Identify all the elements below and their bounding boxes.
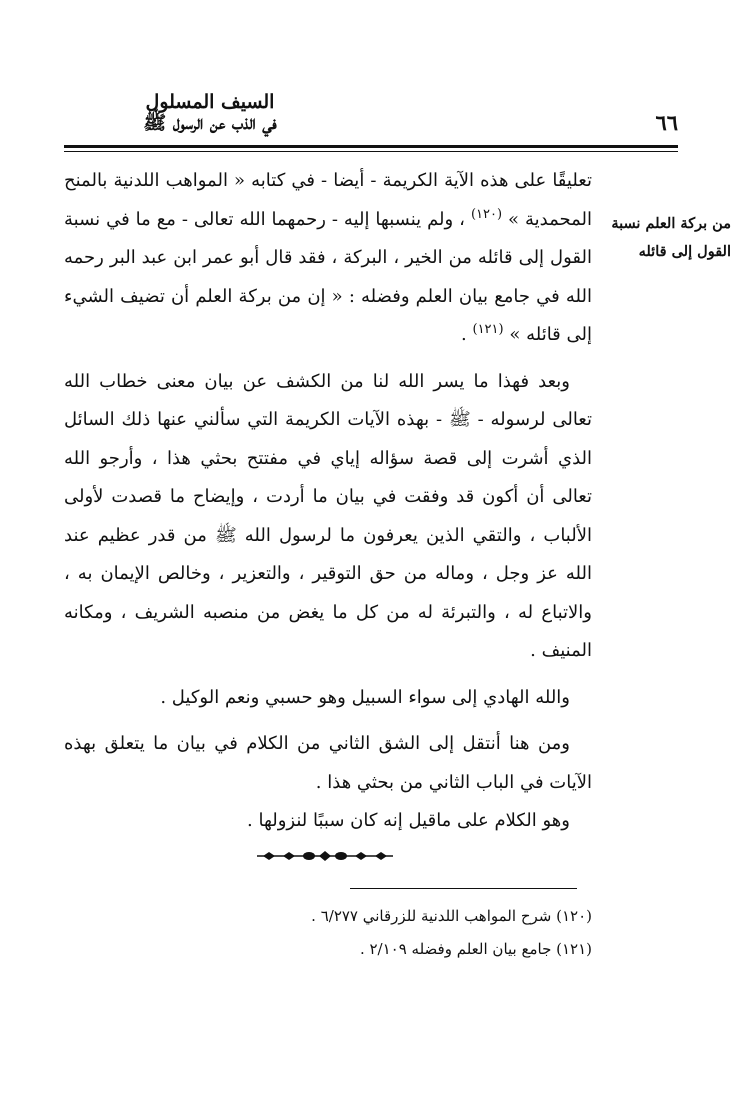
header-rule — [64, 145, 678, 148]
paragraph-4: ومن هنا أنتقل إلى الشق الثاني من الكلام في بيان ما يتعلق بهذه الآيات في الباب الثاني من بحثي هذا . — [64, 733, 592, 793]
paragraph-1 — [64, 162, 592, 355]
paragraph-1-text-a: تعليقًا على هذه الآية الكريمة - أيضا - في كتابه « المواهب اللدنية بالمنح المحمدية » — [64, 170, 592, 230]
paragraph-2: وبعد فهذا ما يسر الله لنا من الكشف عن بيان معنى خطاب الله تعالى لرسوله - ﷺ - بهذه الآيات الكريمة التي سألني عنها ذلك السائل الذي أشرت إلى قصة سؤاله إياي في مفتتح بحثي هذا ، وأرجو الله تعالى أن أكون قد وفقت في بيان ما أردت ، وإيضاح ما قصدت لأولى الألباب ، والتقي الذين يعرفون ما لرسول الله ﷺ من قدر عظيم عند الله عز وجل ، وماله من حق التوقير ، والتعزير ، وخالص الإيمان به ، والاتباع له ، والتبرئة له من كل ما يغض من منصبه الشريف ، ومكانه المنيف . — [64, 370, 592, 661]
section-ornament — [255, 848, 395, 864]
book-title-line2: في الذب عن الرسول ﷺ — [143, 111, 277, 134]
footnote-121: (١٢١) جامع بيان العلم وفضله ٢/١٠٩ . — [359, 940, 592, 958]
book-title-line1: السيف المسلول — [145, 91, 275, 113]
paragraph-3: والله الهادي إلى سواء السبيل وهو حسبي ونعم الوكيل . — [160, 686, 570, 708]
page-number: ٦٦ — [655, 110, 678, 135]
margin-note: من بركة العلم نسبة القول إلى قائله — [611, 215, 731, 260]
footnote-ref-120: (١٢٠) — [470, 206, 503, 222]
book-title — [70, 92, 350, 134]
paragraph-1-end: . — [461, 324, 467, 345]
footnotes — [172, 900, 592, 966]
footnote-ref-121: (١٢١) — [472, 322, 504, 337]
header-rule-thin — [64, 151, 678, 152]
footnote-120: (١٢٠) شرح المواهب اللدنية للزرقاني ٦/٢٧٧ . — [311, 907, 592, 925]
footnote-separator — [350, 888, 577, 889]
page-header — [64, 92, 678, 142]
paragraph-1-text-b: ، ولم ينسبها إليه - رحمهما الله تعالى - مع ما في نسبة القول إلى قائله من الخير ، البركة ، فقد قال أبو عمر ابن عبد البر رحمه الله في جامع بيان العلم وفضله : « إن من بركة العلم أن تضيف الشيء إلى قائله » — [64, 208, 592, 345]
main-text — [64, 162, 592, 841]
paragraph-5: وهو الكلام على ماقيل إنه كان سببًا لنزولها . — [247, 810, 570, 831]
